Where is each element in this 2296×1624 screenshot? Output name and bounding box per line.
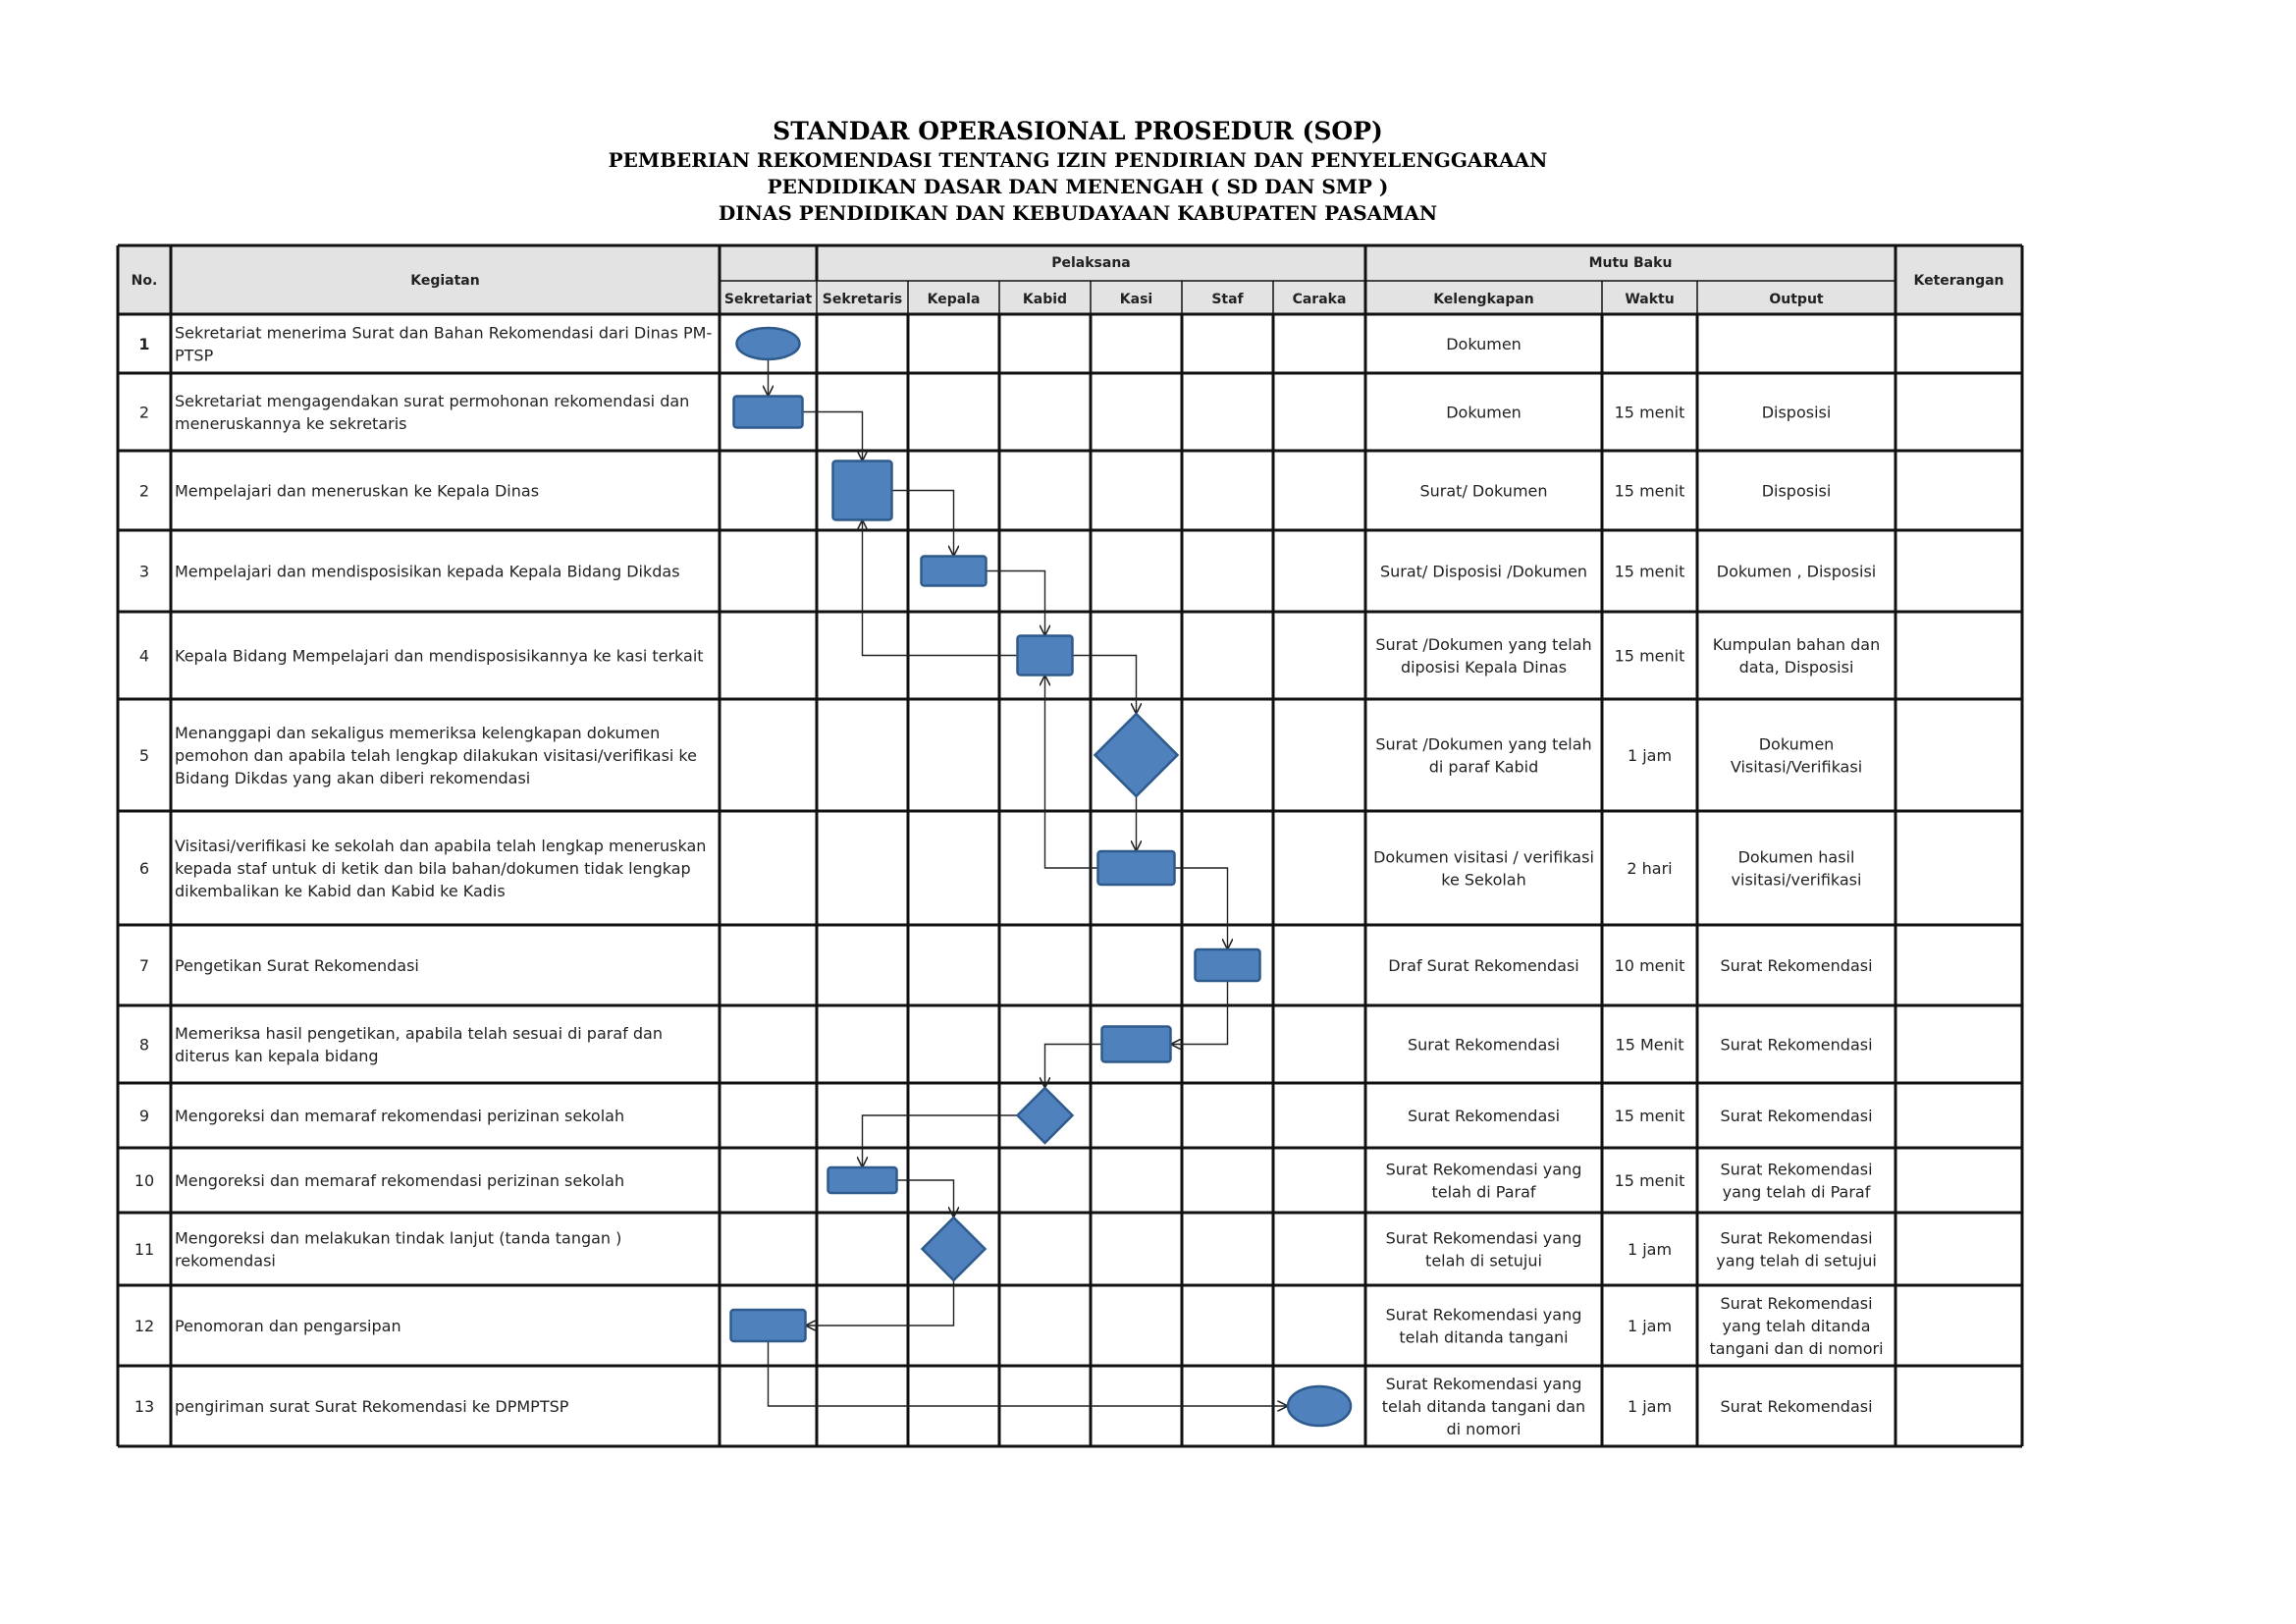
- row-output: yang telah di setujui: [1716, 1251, 1877, 1271]
- connector-2-3: [803, 412, 863, 461]
- row-number: 4: [138, 646, 150, 666]
- connector-12-13: [806, 1280, 954, 1326]
- flow-process-step-3: [833, 461, 892, 520]
- row-number: 9: [138, 1107, 150, 1125]
- row-kelengkapan: telah ditanda tangani dan: [1381, 1397, 1586, 1416]
- row-kelengkapan: ke Sekolah: [1441, 870, 1526, 890]
- row-output: data, Disposisi: [1738, 658, 1854, 677]
- row-waktu: 2 hari: [1627, 859, 1673, 878]
- row-kegiatan: Bidang Dikdas yang akan diberi rekomendasi: [175, 769, 531, 787]
- row-waktu: 10 menit: [1614, 956, 1685, 975]
- row-kelengkapan: telah ditanda tangani: [1399, 1327, 1569, 1347]
- row-kelengkapan: diposisi Kepala Dinas: [1400, 658, 1568, 677]
- row-kegiatan: Mempelajari dan meneruskan ke Kepala Dinas: [175, 481, 540, 501]
- row-kelengkapan: Surat Rekomendasi yang: [1385, 1375, 1582, 1393]
- row-kegiatan: Memeriksa hasil pengetikan, apabila telah sesuai di paraf dan: [175, 1024, 663, 1043]
- document-subtitle-2: PENDIDIKAN DASAR DAN MENENGAH ( SD DAN SMP ): [767, 175, 1389, 198]
- row-kegiatan: diterus kan kepala bidang: [175, 1047, 379, 1065]
- row-kelengkapan: Surat Rekomendasi yang: [1385, 1228, 1582, 1248]
- header-pelaksana-sekretariat: Sekretariat: [723, 292, 813, 307]
- row-kegiatan: Mempelajari dan mendisposisikan kepada Kepala Bidang Dikdas: [175, 562, 680, 581]
- header-mutu-output: Output: [1769, 292, 1824, 307]
- row-output: Surat Rekomendasi: [1720, 1397, 1873, 1416]
- header-pelaksana-kepala: Kepala: [927, 292, 981, 307]
- connector-3-4: [892, 491, 954, 557]
- row-output: Dokumen: [1758, 734, 1835, 754]
- flow-process-step-4: [922, 557, 987, 586]
- row-output: Surat Rekomendasi: [1720, 1107, 1873, 1125]
- row-waktu: 15 menit: [1614, 1107, 1685, 1125]
- row-waktu: 1 jam: [1627, 1317, 1673, 1335]
- row-kelengkapan: Draf Surat Rekomendasi: [1388, 956, 1579, 975]
- flow-process-step-7: [1098, 851, 1175, 885]
- row-output: Surat Rekomendasi: [1720, 1228, 1873, 1248]
- row-number: 3: [138, 562, 150, 581]
- row-waktu: 1 jam: [1627, 746, 1673, 765]
- row-kegiatan: Sekretariat menerima Surat dan Bahan Rekomendasi dari Dinas PM-: [175, 323, 713, 343]
- row-kegiatan: Mengoreksi dan memaraf rekomendasi perizinan sekolah: [175, 1171, 625, 1190]
- flow-process-step-2: [734, 397, 803, 428]
- row-kelengkapan: Surat/ Dokumen: [1419, 481, 1548, 501]
- row-kegiatan: dikembalikan ke Kabid dan Kabid ke Kadis: [175, 882, 506, 900]
- row-waktu: 15 menit: [1614, 481, 1685, 501]
- header-keterangan: Keterangan: [1913, 273, 2004, 289]
- row-output: Disposisi: [1761, 403, 1832, 422]
- row-output: Surat Rekomendasi: [1720, 1035, 1873, 1055]
- document-title: STANDAR OPERASIONAL PROSEDUR (SOP): [773, 117, 1383, 145]
- header-pelaksana: Pelaksana: [1051, 255, 1131, 271]
- row-number: 1: [138, 335, 150, 353]
- flow-terminator-step-1: [737, 328, 800, 359]
- row-kegiatan: Sekretariat mengagendakan surat permohonan rekomendasi dan: [175, 392, 690, 410]
- row-output: visitasi/verifikasi: [1731, 870, 1862, 890]
- row-output: Surat Rekomendasi: [1720, 1160, 1873, 1179]
- row-output: Dokumen , Disposisi: [1716, 562, 1877, 581]
- row-waktu: 1 jam: [1627, 1240, 1673, 1259]
- flow-process-step-9: [1102, 1027, 1171, 1062]
- row-number: 5: [138, 746, 150, 765]
- row-kegiatan: meneruskannya ke sekretaris: [175, 414, 407, 433]
- connector-8-9: [1171, 981, 1228, 1045]
- row-kelengkapan: di paraf Kabid: [1428, 757, 1539, 777]
- flow-process-step-13: [731, 1310, 806, 1341]
- row-number: 2: [138, 403, 150, 422]
- row-number: 2: [138, 481, 150, 501]
- row-kelengkapan: Dokumen visitasi / verifikasi: [1373, 847, 1594, 867]
- row-kelengkapan: Surat /Dokumen yang telah: [1375, 635, 1592, 654]
- header-mutu-baku: Mutu Baku: [1588, 255, 1673, 271]
- row-kelengkapan: Surat Rekomendasi yang: [1385, 1305, 1582, 1325]
- header-pelaksana-sekretaris: Sekretaris: [822, 292, 903, 307]
- row-waktu: 1 jam: [1627, 1397, 1673, 1416]
- row-number: 7: [138, 956, 150, 975]
- connector-4-5: [987, 571, 1045, 636]
- row-output: tangani dan di nomori: [1709, 1339, 1884, 1358]
- row-output: Kumpulan bahan dan: [1712, 635, 1881, 654]
- row-kelengkapan: di nomori: [1446, 1420, 1522, 1438]
- flow-decision-step-6: [1095, 714, 1178, 796]
- connector-13-14: [769, 1341, 1289, 1406]
- document-subtitle-1: PEMBERIAN REKOMENDASI TENTANG IZIN PENDIRIAN DAN PENYELENGGARAAN: [608, 148, 1548, 172]
- row-output: Visitasi/Verifikasi: [1730, 757, 1863, 777]
- row-output: Disposisi: [1761, 481, 1832, 501]
- row-kelengkapan: Surat/ Disposisi /Dokumen: [1379, 562, 1588, 581]
- row-waktu: 15 menit: [1614, 646, 1685, 666]
- row-waktu: 15 menit: [1614, 403, 1685, 422]
- row-kegiatan: pengiriman surat Surat Rekomendasi ke DPMPTSP: [175, 1397, 569, 1416]
- row-kelengkapan: Surat Rekomendasi yang: [1385, 1160, 1582, 1179]
- row-number: 6: [138, 859, 150, 878]
- row-kelengkapan: Surat /Dokumen yang telah: [1375, 734, 1592, 754]
- header-kegiatan: Kegiatan: [410, 273, 480, 289]
- row-kegiatan: Mengoreksi dan memaraf rekomendasi perizinan sekolah: [175, 1107, 625, 1125]
- row-kegiatan: Menanggapi dan sekaligus memeriksa kelengkapan dokumen: [175, 724, 661, 742]
- header-mutu-waktu: Waktu: [1625, 292, 1675, 307]
- flow-decision-step-12: [923, 1218, 986, 1280]
- row-number: 13: [133, 1397, 155, 1416]
- row-number: 12: [133, 1317, 155, 1335]
- row-number: 11: [133, 1240, 155, 1259]
- row-kegiatan: pemohon dan apabila telah lengkap dilakukan visitasi/verifikasi ke: [175, 746, 697, 765]
- connector-5-6: [1073, 656, 1137, 715]
- row-output: yang telah ditanda: [1722, 1317, 1871, 1335]
- row-output: Dokumen hasil: [1737, 847, 1855, 867]
- header-pelaksana-kasi: Kasi: [1119, 292, 1153, 307]
- row-number: 8: [138, 1035, 150, 1055]
- row-kegiatan: Visitasi/verifikasi ke sekolah dan apabila telah lengkap meneruskan: [175, 837, 707, 855]
- row-kelengkapan: Surat Rekomendasi: [1407, 1107, 1561, 1125]
- row-output: Surat Rekomendasi: [1720, 956, 1873, 975]
- row-kegiatan: Kepala Bidang Mempelajari dan mendisposisikannya ke kasi terkait: [175, 646, 704, 666]
- row-kelengkapan: Dokumen: [1446, 335, 1522, 353]
- row-kegiatan: PTSP: [175, 346, 214, 365]
- document-subtitle-3: DINAS PENDIDIKAN DAN KEBUDAYAAN KABUPATEN PASAMAN: [718, 201, 1438, 225]
- header-no: No.: [131, 273, 158, 289]
- flow-decision-step-10: [1018, 1088, 1073, 1143]
- header-mutu-kelengkapan: Kelengkapan: [1433, 292, 1534, 307]
- row-kegiatan: Pengetikan Surat Rekomendasi: [175, 956, 419, 975]
- row-kelengkapan: Surat Rekomendasi: [1407, 1035, 1561, 1055]
- flow-process-step-8: [1196, 949, 1260, 981]
- row-kegiatan: kepada staf untuk di ketik dan bila bahan/dokumen tidak lengkap: [175, 859, 691, 878]
- flow-terminator-step-14: [1288, 1386, 1351, 1426]
- row-kelengkapan: telah di Paraf: [1431, 1182, 1536, 1202]
- row-output: Surat Rekomendasi: [1720, 1294, 1873, 1313]
- row-kegiatan: Mengoreksi dan melakukan tindak lanjut (tanda tangan ): [175, 1228, 622, 1248]
- row-kelengkapan: Dokumen: [1446, 403, 1522, 422]
- header-pelaksana-kabid: Kabid: [1022, 292, 1068, 307]
- flow-process-step-5: [1018, 636, 1073, 676]
- connector-9-10: [1045, 1045, 1102, 1089]
- connector-10-11: [863, 1115, 1018, 1167]
- header-pelaksana-staf: Staf: [1211, 292, 1244, 307]
- row-number: 10: [133, 1171, 155, 1190]
- row-kegiatan: rekomendasi: [175, 1251, 276, 1271]
- row-waktu: 15 Menit: [1615, 1035, 1684, 1055]
- row-waktu: 15 menit: [1614, 562, 1685, 581]
- header-pelaksana-caraka: Caraka: [1292, 292, 1347, 307]
- flow-process-step-11: [828, 1167, 897, 1193]
- row-waktu: 15 menit: [1614, 1171, 1685, 1190]
- connector-return-kadis: [863, 520, 1018, 656]
- row-output: yang telah di Paraf: [1722, 1182, 1871, 1202]
- row-kegiatan: Penomoran dan pengarsipan: [175, 1317, 401, 1335]
- row-kelengkapan: telah di setujui: [1425, 1251, 1542, 1271]
